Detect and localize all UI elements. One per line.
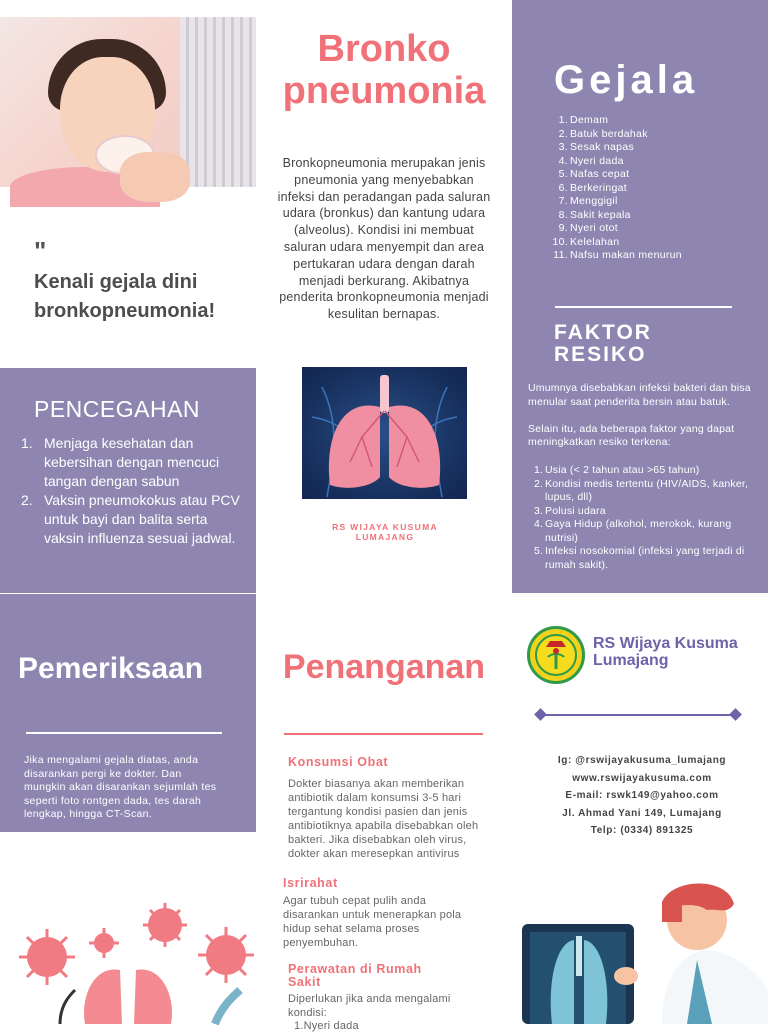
doctor-xray-illustration bbox=[512, 880, 768, 1024]
gejala-panel bbox=[512, 0, 768, 593]
quote-mark: " bbox=[34, 236, 47, 266]
hospital-label-line: RS WIJAYA KUSUMA bbox=[332, 522, 438, 532]
virus-lungs-illustration bbox=[0, 895, 256, 1024]
gejala-list bbox=[558, 114, 682, 263]
istirahat-heading: Isrirahat bbox=[283, 876, 338, 890]
divider bbox=[26, 732, 222, 734]
contact-info bbox=[536, 752, 748, 840]
lungs-xray-image bbox=[302, 367, 467, 499]
konsumsi-obat-heading: Konsumsi Obat bbox=[288, 755, 389, 769]
faktor-title-line: FAKTOR bbox=[554, 321, 652, 344]
list-item: Infeksi nosokomial (infeksi yang terjadi di rumah sakit). bbox=[545, 545, 745, 571]
divider bbox=[284, 733, 483, 735]
faktor-intro-text: Umumnya disebabkan infeksi bakteri dan bisa menular saat penderita bersin atau batuk. bbox=[528, 382, 751, 408]
konsumsi-obat-text: Dokter biasanya akan memberikan antibiotik dalam konsumsi 3-5 hari tergantung kondisi pasien dan jenis antibiotiknya apabila disebabkan oleh bakteri. Jika disebabkan oleh virus, dokter akan meresepkan antivirus bbox=[288, 778, 479, 860]
list-item: Kondisi medis tertentu (HIV/AIDS, kanker, lupus, dll) bbox=[545, 477, 749, 503]
child-nebulizer-photo bbox=[0, 17, 256, 187]
hospital-logo bbox=[527, 626, 585, 684]
list-item: Nafsu makan menurun bbox=[570, 249, 682, 261]
website-link[interactable]: www.rswijayakusuma.com bbox=[572, 772, 712, 784]
list-item: Kelelahan bbox=[570, 235, 620, 248]
hospital-name bbox=[593, 635, 763, 669]
list-item: Nyeri dada bbox=[570, 154, 624, 167]
hospital-label-line: LUMAJANG bbox=[355, 532, 415, 542]
gejala-title: Gejala bbox=[554, 58, 699, 102]
pencegahan-list bbox=[30, 434, 245, 548]
hospital-label bbox=[310, 522, 460, 542]
list-item: Demam bbox=[570, 114, 609, 126]
hospital-name-line: Lumajang bbox=[593, 652, 669, 669]
penanganan-title: Penanganan bbox=[282, 648, 486, 686]
title-line: Bronko bbox=[317, 28, 451, 70]
phone-number[interactable]: Telp: (0334) 891325 bbox=[590, 825, 694, 836]
email-link[interactable]: E-mail: rswk149@yahoo.com bbox=[565, 790, 719, 801]
faktor-title-line: RESIKO bbox=[554, 343, 647, 366]
perawatan-text: Diperlukan jika anda mengalami kondisi: bbox=[288, 993, 451, 1019]
list-item: Sakit kepala bbox=[570, 208, 631, 221]
instagram-handle[interactable]: Ig: @rswijayakusuma_lumajang bbox=[557, 755, 727, 766]
diamond-ornament bbox=[729, 708, 742, 721]
pemeriksaan-title: Pemeriksaan bbox=[18, 652, 204, 685]
faktor-resiko-title bbox=[554, 322, 652, 366]
perawatan-heading: Perawatan di Rumah Sakit bbox=[288, 962, 422, 989]
faktor-intro bbox=[528, 382, 758, 450]
pencegahan-title: PENCEGAHAN bbox=[34, 396, 201, 422]
list-item: Nyeri otot bbox=[570, 222, 618, 234]
pencegahan-panel bbox=[0, 368, 256, 593]
list-item: Menggigil bbox=[570, 195, 618, 207]
list-item: Nafas cepat bbox=[570, 168, 630, 180]
list-item: Berkeringat bbox=[570, 181, 627, 194]
pemeriksaan-text: Jika mengalami gejala diatas, anda disarankan pergi ke dokter. Dan mungkin akan disarankan sejumlah tes seperti foto rontgen dada, tes darah lengkap, hingga CT-Scan. bbox=[24, 754, 217, 820]
faktor-list bbox=[538, 464, 760, 572]
diamond-ornament bbox=[534, 708, 547, 721]
divider bbox=[555, 306, 732, 308]
list-item: Polusi udara bbox=[545, 504, 606, 517]
page-title bbox=[262, 28, 506, 112]
list-item: Usia (< 2 tahun atau >65 tahun) bbox=[545, 464, 700, 476]
perawatan-first-item: 1.Nyeri dada bbox=[294, 1020, 359, 1032]
pemeriksaan-panel bbox=[0, 594, 256, 832]
list-item: Gaya Hidup (alkohol, merokok, kurang nutrisi) bbox=[545, 518, 732, 544]
faktor-intro-text: Selain itu, ada beberapa faktor yang dapat meningkatkan resiko terkena: bbox=[528, 422, 735, 448]
list-item: Batuk berdahak bbox=[570, 127, 648, 140]
list-item: Menjaga kesehatan dan kebersihan dengan mencuci tangan dengan sabun bbox=[44, 435, 220, 489]
istirahat-text: Agar tubuh cepat pulih anda disarankan untuk menerapkan pola hidup sehat selama proses penyembuhan. bbox=[283, 895, 462, 949]
intro-paragraph: Bronkopneumonia merupakan jenis pneumonia yang menyebabkan infeksi dan peradangan pada saluran udara (bronkus) dan kantung udara (alveolus). Kondisi ini membuat saluran udara menyempit dan area pertukaran udara dengan darah menjadi berkurang. Akibatnya penderita bronkopneumonia menjadi kesulitan bernapas. bbox=[277, 156, 491, 322]
list-item: Sesak napas bbox=[570, 141, 635, 153]
title-line: pneumonia bbox=[282, 70, 486, 112]
address: Jl. Ahmad Yani 149, Lumajang bbox=[562, 807, 722, 819]
contact-divider bbox=[540, 714, 736, 716]
tagline: Kenali gejala dini bronkopneumonia! bbox=[34, 271, 216, 322]
hospital-name-line: RS Wijaya Kusuma bbox=[593, 635, 738, 652]
list-item: Vaksin pneumokokus atau PCV untuk bayi dan balita serta vaksin influenza sesuai jadwal. bbox=[44, 492, 240, 546]
